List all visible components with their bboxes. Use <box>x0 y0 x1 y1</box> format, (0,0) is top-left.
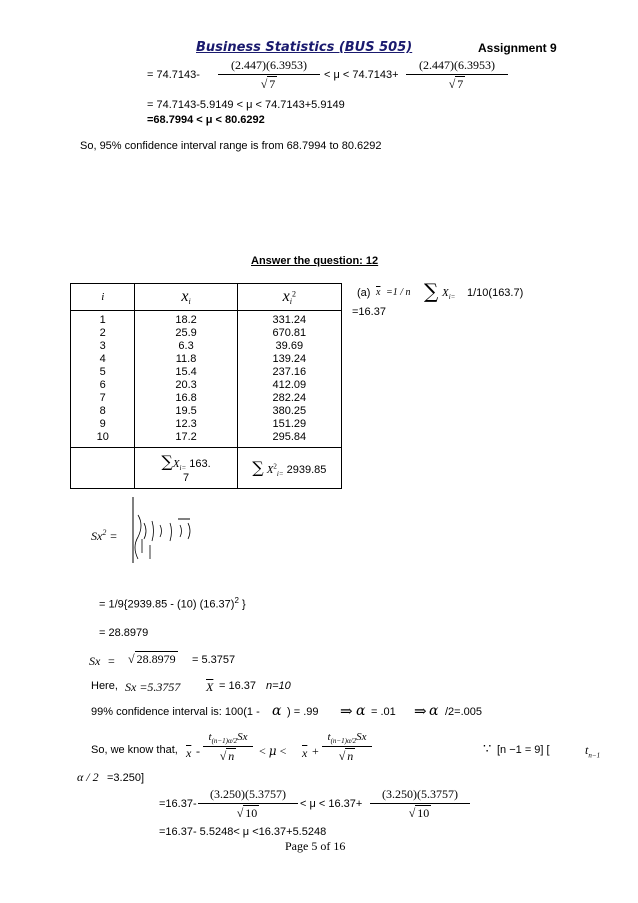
sqrt-icon: √ <box>260 77 268 91</box>
formula-alpha-half: α / 2 <box>77 770 99 784</box>
sigma-icon: ∑ <box>252 457 264 477</box>
sqrt-icon: √ <box>236 806 244 820</box>
mean-xbar: $\overline{x}$ <box>376 287 381 298</box>
sqrt-icon: √ <box>128 652 135 666</box>
sigma-icon: ∑ <box>161 451 173 471</box>
sx-sqrt: √ 28.8979 <box>128 652 176 666</box>
eq-line3: =68.7994 < μ < 80.6292 <box>147 114 265 126</box>
final-fraction-1: $\frac{(3.250)(5.3757)}{√ 10}$ <box>198 787 298 821</box>
final-prefix: =16.37- <box>159 798 197 810</box>
x-column: 18.2 25.9 6.3 11.8 15.4 20.3 16.8 19.5 12.3 17.2 <box>135 311 237 448</box>
implies-arrow-icon: ⇒ <box>340 702 353 720</box>
formula-fraction-1: $\frac{t_{(n-1)\alpha/2}Sx}{√ n}$ <box>203 731 253 764</box>
eq-fraction-2 <box>406 58 508 92</box>
sx-result: = 5.3757 <box>192 654 236 666</box>
sx-eq: = <box>108 654 115 668</box>
assignment-label: Assignment 9 <box>478 41 557 55</box>
table-body-row <box>71 311 342 448</box>
variance-formula-graphic <box>130 495 220 565</box>
mean-xi: $X_{i=}$ <box>442 287 456 302</box>
final-fraction-2: $\frac{(3.250)(5.3757)}{√ 10}$ <box>370 787 470 821</box>
eq-line1-prefix: = 74.7143- <box>147 69 200 81</box>
conclusion-95: So, 95% confidence interval range is from 68.7994 to 80.6292 <box>80 140 382 152</box>
sqrt-icon: √ <box>219 749 227 764</box>
eq-fraction-1 <box>218 58 320 92</box>
formula-t-value: =3.250] <box>107 772 145 784</box>
here-sx: Sx =5.3757 <box>125 680 181 694</box>
col-header-x2: $x_i^2$ <box>237 284 341 311</box>
mean-result: =16.37 <box>352 306 386 318</box>
mean-formula: =1 / n <box>386 287 411 298</box>
sqrt-icon: √ <box>408 806 416 820</box>
variance-line2: = 28.8979 <box>99 627 149 639</box>
final-line2: =16.37- 5.5248< μ <16.37+5.5248 <box>159 826 327 838</box>
here-n: n=10 <box>266 680 291 692</box>
formula-minus: - <box>196 744 200 758</box>
here-xbar: $\overline{X}$ <box>206 680 214 694</box>
page-number: Page 5 of 16 <box>285 839 346 853</box>
sum-x-cell: $\sum X_{i=}$ 163. 7 <box>135 448 237 489</box>
formula-df: [n −1 = 9] [ <box>497 744 550 756</box>
question-heading: Answer the question: 12 <box>251 255 379 267</box>
ci99-text: 99% confidence interval is: 100(1 - <box>91 706 260 718</box>
data-table <box>70 283 342 489</box>
here-xbar-val: = 16.37 <box>219 680 257 692</box>
formula-lead: So, we know that, <box>91 744 178 756</box>
formula-lt-mu-lt: < μ < <box>259 744 287 758</box>
final-mid: < μ < 16.37+ <box>300 798 363 810</box>
formula-xbar-1: $\overline{x}$ <box>186 746 192 760</box>
x2-column: 331.24 670.81 39.69 139.24 237.16 412.09 282.24 380.25 151.29 295.84 <box>237 311 341 448</box>
ci99-eq: ) = .99 <box>287 706 319 718</box>
mean-label: (a) <box>357 287 371 299</box>
col-header-x: $x_i$ <box>135 284 237 311</box>
table-sum-row <box>71 448 342 489</box>
fraction-numerator: (2.447)(6.3953) <box>406 58 508 75</box>
here-label: Here, <box>91 680 118 692</box>
mean-result-text: 1/10(163.7) <box>467 287 524 299</box>
formula-t-end: $t_{n-1}$ <box>585 743 601 760</box>
i-column: 1 2 3 4 5 6 7 8 9 10 <box>71 311 135 448</box>
alpha-value: = .01 <box>371 706 396 718</box>
fraction-numerator: (2.447)(6.3953) <box>218 58 320 75</box>
sum-empty-cell <box>71 448 135 489</box>
sqrt-icon: √ <box>448 77 456 91</box>
variance-line1: = 1/9{2939.85 - (10) $(16.37)^2$ } <box>99 596 246 611</box>
header-title: Business Statistics (BUS 505) <box>196 40 413 55</box>
alpha-symbol: α <box>356 703 366 719</box>
sqrt-icon: √ <box>338 749 346 764</box>
alpha-symbol: α <box>272 703 282 719</box>
fraction-denominator: √ 7 <box>448 77 464 91</box>
alpha-symbol: α <box>429 703 439 719</box>
sum-x2-cell: ∑ $X^2_{i=}$ 2939.85 <box>237 448 341 489</box>
formula-plus: + <box>312 744 319 758</box>
implies-arrow-icon: ⇒ <box>414 702 427 720</box>
fraction-denominator: √ 7 <box>260 77 276 91</box>
formula-xbar-2: $\overline{x}$ <box>302 746 308 760</box>
because-icon: ∵ <box>483 742 492 757</box>
table-header-row <box>71 284 342 311</box>
col-header-i: i <box>71 284 135 311</box>
sx-label: Sx <box>89 654 101 668</box>
half-alpha-value: /2=.005 <box>445 706 483 718</box>
eq-line1-mid: < μ < 74.7143+ <box>324 69 399 81</box>
eq-line2: = 74.7143-5.9149 < μ < 74.7143+5.9149 <box>147 99 345 111</box>
sigma-icon: ∑ <box>424 279 439 303</box>
sx2-label: $Sx^2$ = <box>91 528 118 543</box>
formula-fraction-2: $\frac{t_{(n-1)\alpha/2}Sx}{√ n}$ <box>322 731 372 764</box>
